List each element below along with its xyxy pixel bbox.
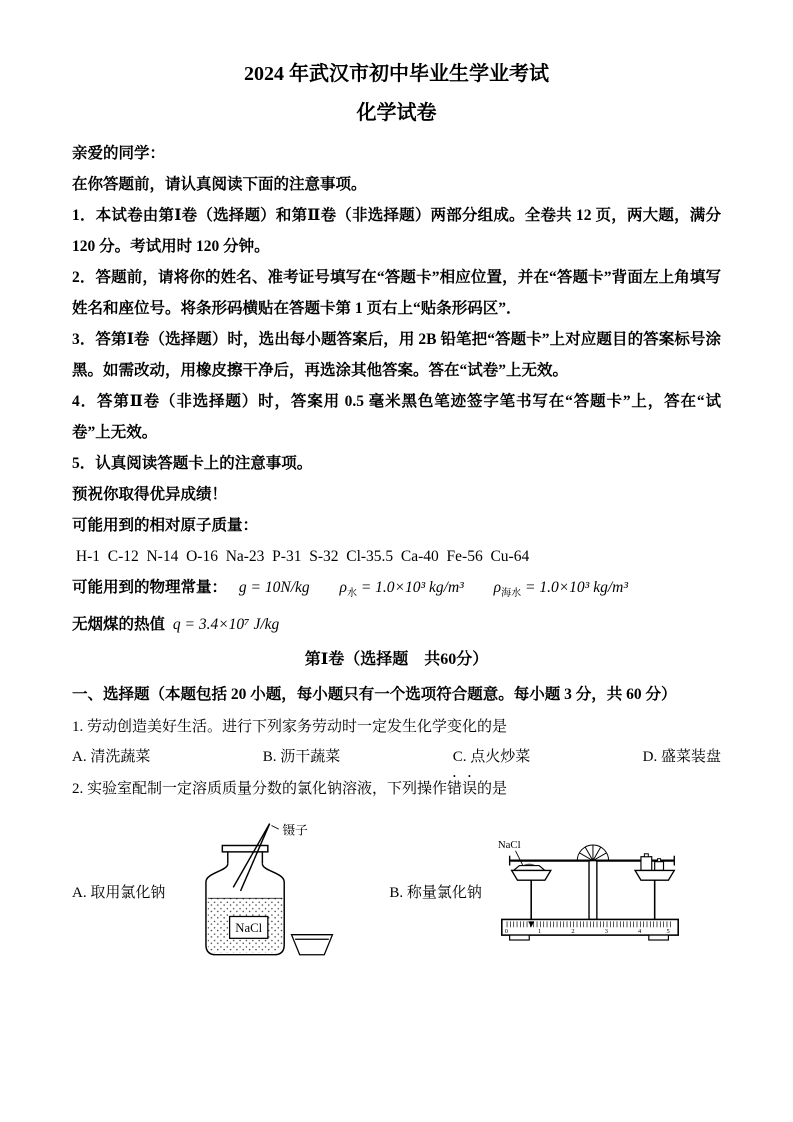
q2-stem-post: 的是 xyxy=(477,781,508,798)
multiple-choice-directions: 一、选择题（本题包括 20 小题，每小题只有一个选项符合题意。每小题 3 分，共 60 分） xyxy=(72,686,677,704)
question-2-stem xyxy=(72,772,721,804)
rho-seawater-subscript: 海水 xyxy=(501,588,522,600)
q1-option-c: C. 点火炒菜 xyxy=(452,749,531,766)
note-4: 4．答第Ⅱ卷（非选择题）时，答案用 0.5 毫米黑色笔迹签字笔书写在“答题卡”上，答在“试卷”上无效。 xyxy=(72,393,721,441)
seawater-density-constant xyxy=(493,579,628,600)
tweezers-label: 镊子 xyxy=(282,823,309,838)
note-3: 3．答第Ⅰ卷（选择题）时，选出每小题答案后，用 2B 铅笔把“答题卡”上对应题目的答案标号涂黑。如需改动，用橡皮擦干净后，再选涂其他答案。答在“试卷”上无效。 xyxy=(72,331,721,379)
weighed-substance-label: NaCl xyxy=(497,838,521,851)
section-1-header: 第Ⅰ卷（选择题 共60分） xyxy=(304,651,489,669)
anthracite-label: 无烟煤的热值 xyxy=(72,616,166,634)
nacl-bottle-figure xyxy=(175,812,337,970)
ruler-num-3: 3 xyxy=(604,927,608,935)
rho-water-subscript: 水 xyxy=(346,588,357,600)
rho-symbol: ρ xyxy=(339,579,347,596)
pointer-dial xyxy=(577,845,608,861)
q2-option-b-label: B. 称量氯化钠 xyxy=(389,884,482,901)
balance-pillar xyxy=(589,860,597,919)
atomic-masses-label: 可能用到的相对原子质量： xyxy=(72,517,259,534)
anthracite-line xyxy=(72,609,721,640)
atomic-masses-values: H-1 C-12 N-14 O-16 Na-23 P-31 S-32 Cl-35.5 Ca-40 Fe-56 Cu-64 xyxy=(72,548,530,565)
question-1-stem: 1. 劳动创造美好生活。进行下列家务劳动时一定发生化学变化的是 xyxy=(72,719,508,736)
ruler-num-1: 1 xyxy=(537,927,542,935)
ruler-num-0: 0 xyxy=(504,927,508,935)
ruler-num-2: 2 xyxy=(571,927,575,935)
q1-option-b: B. 沥干蔬菜 xyxy=(262,749,341,766)
note-2: 2．答题前，请将你的姓名、准考证号填写在“答题卡”相应位置，并在“答题卡”背面左上角填写姓名和座位号。将条形码横贴在答题卡第 1 页右上“贴条形码区”． xyxy=(72,269,721,317)
note-5: 5．认真阅读答题卡上的注意事项。 xyxy=(72,455,313,472)
salutation: 亲爱的同学： xyxy=(72,145,166,162)
question-2-figures xyxy=(72,812,721,970)
note-1: 1．本试卷由第Ⅰ卷（选择题）和第Ⅱ卷（非选择题）两部分组成。全卷共 12 页，两大题，满分 120 分。考试用时 120 分钟。 xyxy=(72,207,721,255)
balance-base xyxy=(502,919,678,940)
q2-option-a-label: A. 取用氯化钠 xyxy=(72,884,166,901)
q1-option-d: D. 盛菜装盘 xyxy=(642,749,721,766)
anthracite-formula: q = 3.4×10⁷ J/kg xyxy=(172,616,280,634)
left-pan xyxy=(511,864,550,919)
constants-label: 可能用到的物理常量： xyxy=(72,579,228,596)
q2-stem-emphasis: 错误 xyxy=(447,781,478,798)
rho-seawater-value: = 1.0×10³ kg/m³ xyxy=(521,579,628,596)
q1-option-a: A. 清洗蔬菜 xyxy=(72,749,151,766)
bottle-label-text: NaCl xyxy=(235,921,263,936)
q2-stem-pre: 2. 实验室配制一定溶质质量分数的氯化钠溶液，下列操作 xyxy=(72,781,448,798)
exam-subtitle: 化学试卷 xyxy=(356,102,437,124)
read-instruction: 在你答题前，请认真阅读下面的注意事项。 xyxy=(72,176,367,193)
rho-symbol: ρ xyxy=(493,579,502,596)
tweezers xyxy=(234,824,280,891)
wish-line: 预祝你取得优异成绩！ xyxy=(72,486,228,503)
ruler-num-5: 5 xyxy=(666,927,670,935)
balance-figure xyxy=(492,835,688,948)
physical-constants-line xyxy=(72,572,721,609)
water-density-constant xyxy=(339,579,464,600)
rho-water-value: = 1.0×10³ kg/m³ xyxy=(356,579,464,596)
gravity-constant: g = 10N/kg xyxy=(238,579,310,596)
evaporating-dish xyxy=(292,935,333,955)
question-1-options xyxy=(72,742,721,772)
ruler-num-4: 4 xyxy=(637,927,642,935)
exam-title: 2024 年武汉市初中毕业生学业考试 xyxy=(244,63,549,85)
right-pan-weights xyxy=(635,853,674,919)
